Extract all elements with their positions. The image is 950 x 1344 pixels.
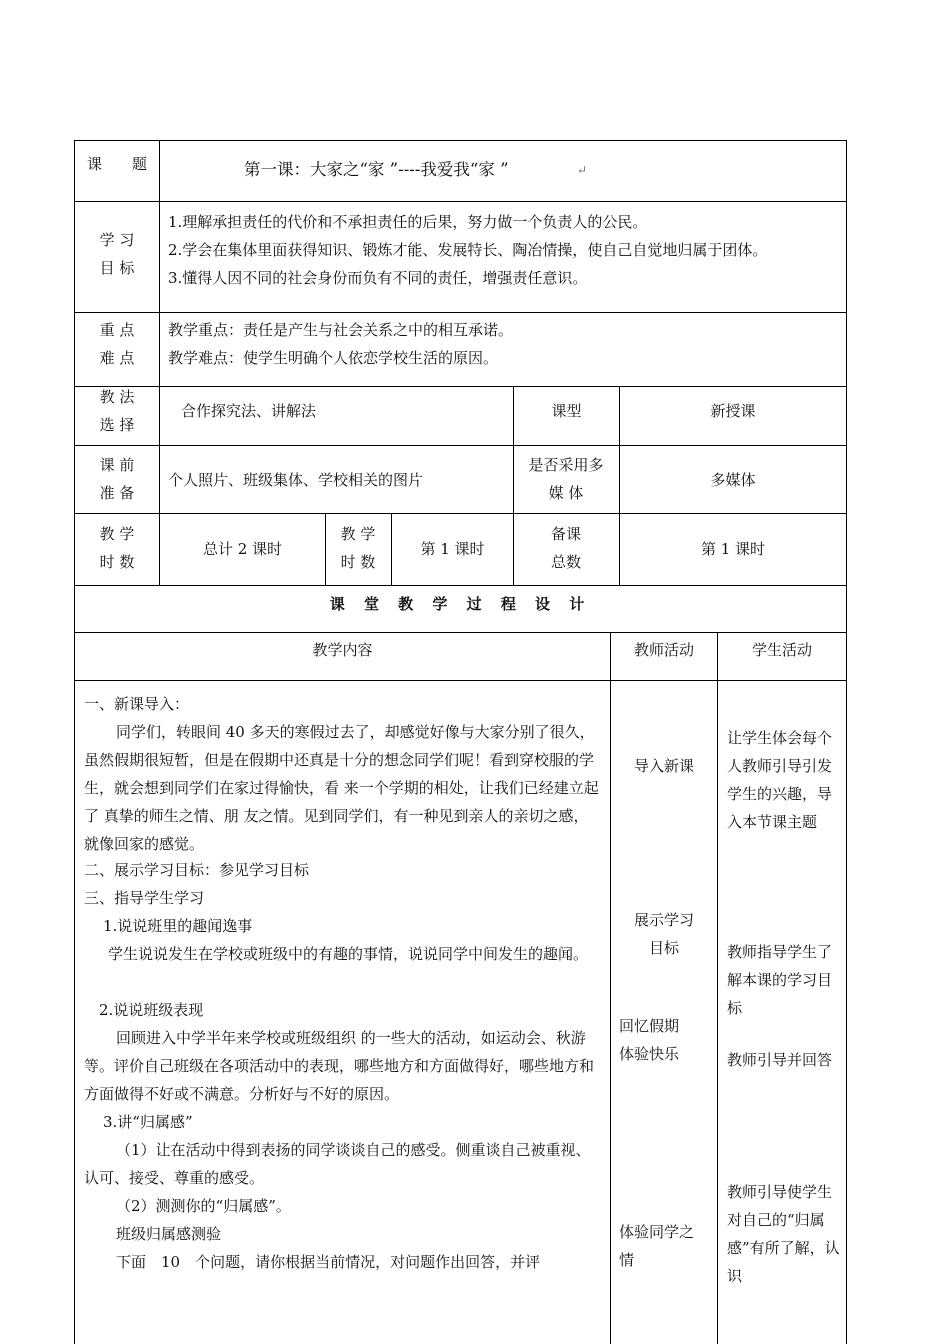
content-paragraph: （1）让在活动中得到表扬的同学谈谈自己的感受。侧重谈自己被重视、认可、接受、尊重的感受。 [84, 1141, 591, 1187]
student-activity: 教师指导学生了解本课的学习目标 [727, 943, 833, 1017]
focus-item: 教学难点：使学生明确个人依恋学校生活的原因。 [168, 349, 499, 367]
focus-label: 重 点 难 点 [99, 321, 135, 367]
content-subheading: （2）测测你的“归属感”。 [116, 1197, 291, 1215]
section-title: 课 堂 教 学 过 程 设 计 [329, 595, 592, 613]
focus-item: 教学重点：责任是产生与社会关系之中的相互承诺。 [168, 321, 514, 339]
content-heading: 二、展示学习目标：参见学习目标 [84, 861, 310, 879]
prep-total-label: 备课 总数 [550, 525, 581, 571]
teacher-activity: 体验同学之 情 [619, 1223, 695, 1269]
student-activity: 让学生体会每个人教师引导引发学生的兴趣，导入本节课主题 [727, 729, 833, 831]
content-paragraph: 同学们，转眼间 40 多天的寒假过去了，却感觉好像与大家分别了很久，虽然假期很短暂，但是在假期中还真是十分的想念同学们呢！看到穿校服的学生，就会想到同学们在家过得愉快，看 来一个学期的相处，让我们已经建立起了 真挚的师生之情、朋 友之情。见到同学们，有一种见到亲人的亲切之感，就像回家的感觉。 [84, 723, 599, 853]
column-header-student: 学生活动 [751, 641, 812, 659]
lesson-type-value: 新授课 [710, 402, 756, 420]
hours-total: 总计 2 课时 [202, 540, 283, 558]
content-heading: 一、新课导入： [84, 695, 190, 713]
hours-label: 教 学 时 数 [99, 525, 135, 571]
media-value: 多媒体 [710, 471, 756, 489]
column-header-teacher: 教师活动 [633, 641, 694, 659]
content-subheading: 班级归属感测验 [116, 1225, 222, 1243]
content-line: 下面 10 个问题，请你根据当前情况，对问题作出回答，并评 [116, 1253, 541, 1271]
student-activity: 教师引导并回答 [727, 1051, 833, 1069]
hours-current: 第 1 课时 [420, 540, 485, 558]
content-paragraph: 学生说说发生在学校或班级中的有趣的事情，说说同学中间发生的趣闻。 [108, 945, 589, 963]
teacher-activity: 回忆假期 体验快乐 [619, 1017, 680, 1063]
goal-item: 3.懂得人因不同的社会身份而负有不同的责任，增强责任意识。 [168, 269, 588, 287]
media-label: 是否采用多 媒 体 [528, 456, 604, 502]
teacher-activity: 展示学习 目标 [633, 911, 694, 957]
content-subheading: 3.讲“归属感” [103, 1113, 193, 1131]
goal-item: 2.学会在集体里面获得知识、锻炼才能、发展特长、陶冶情操，使自己自觉地归属于团体。 [168, 241, 768, 259]
prep-label: 课 前 准 备 [99, 456, 135, 502]
paragraph-mark-icon: ↵ [577, 163, 588, 177]
prep-value: 个人照片、班级集体、学校相关的图片 [168, 471, 424, 489]
lesson-title: 第一课：大家之“家 ”----我爱我“家 ” [244, 160, 509, 179]
goals-label: 学 习 目 标 [99, 231, 135, 277]
column-header-content: 教学内容 [312, 641, 373, 659]
topic-label: 课 题 [86, 155, 147, 173]
student-activity: 教师引导使学生对自己的“归属感”有所了解，认识 [727, 1183, 840, 1285]
content-subheading: 1.说说班里的趣闻逸事 [103, 917, 253, 935]
goal-item: 1.理解承担责任的代价和不承担责任的后果，努力做一个负责人的公民。 [168, 213, 648, 231]
content-subheading: 2.说说班级表现 [99, 1001, 204, 1019]
prep-total-value: 第 1 课时 [700, 540, 766, 558]
content-heading: 三、指导学生学习 [84, 889, 205, 907]
method-label: 教 法 选 择 [99, 388, 135, 434]
teacher-activity: 导入新课 [633, 757, 694, 775]
hours-label-2: 教 学 时 数 [340, 525, 376, 571]
method-value: 合作探究法、讲解法 [181, 402, 317, 420]
content-paragraph: 回顾进入中学半年来学校或班级组织 的一些大的活动，如运动会、秋游等。评价自己班级在各项活动中的表现，哪些地方和方面做得好，哪些地方和方面做得不好或不满意。分析好与不好的原因。 [84, 1029, 595, 1103]
lesson-type-label: 课型 [551, 402, 582, 420]
